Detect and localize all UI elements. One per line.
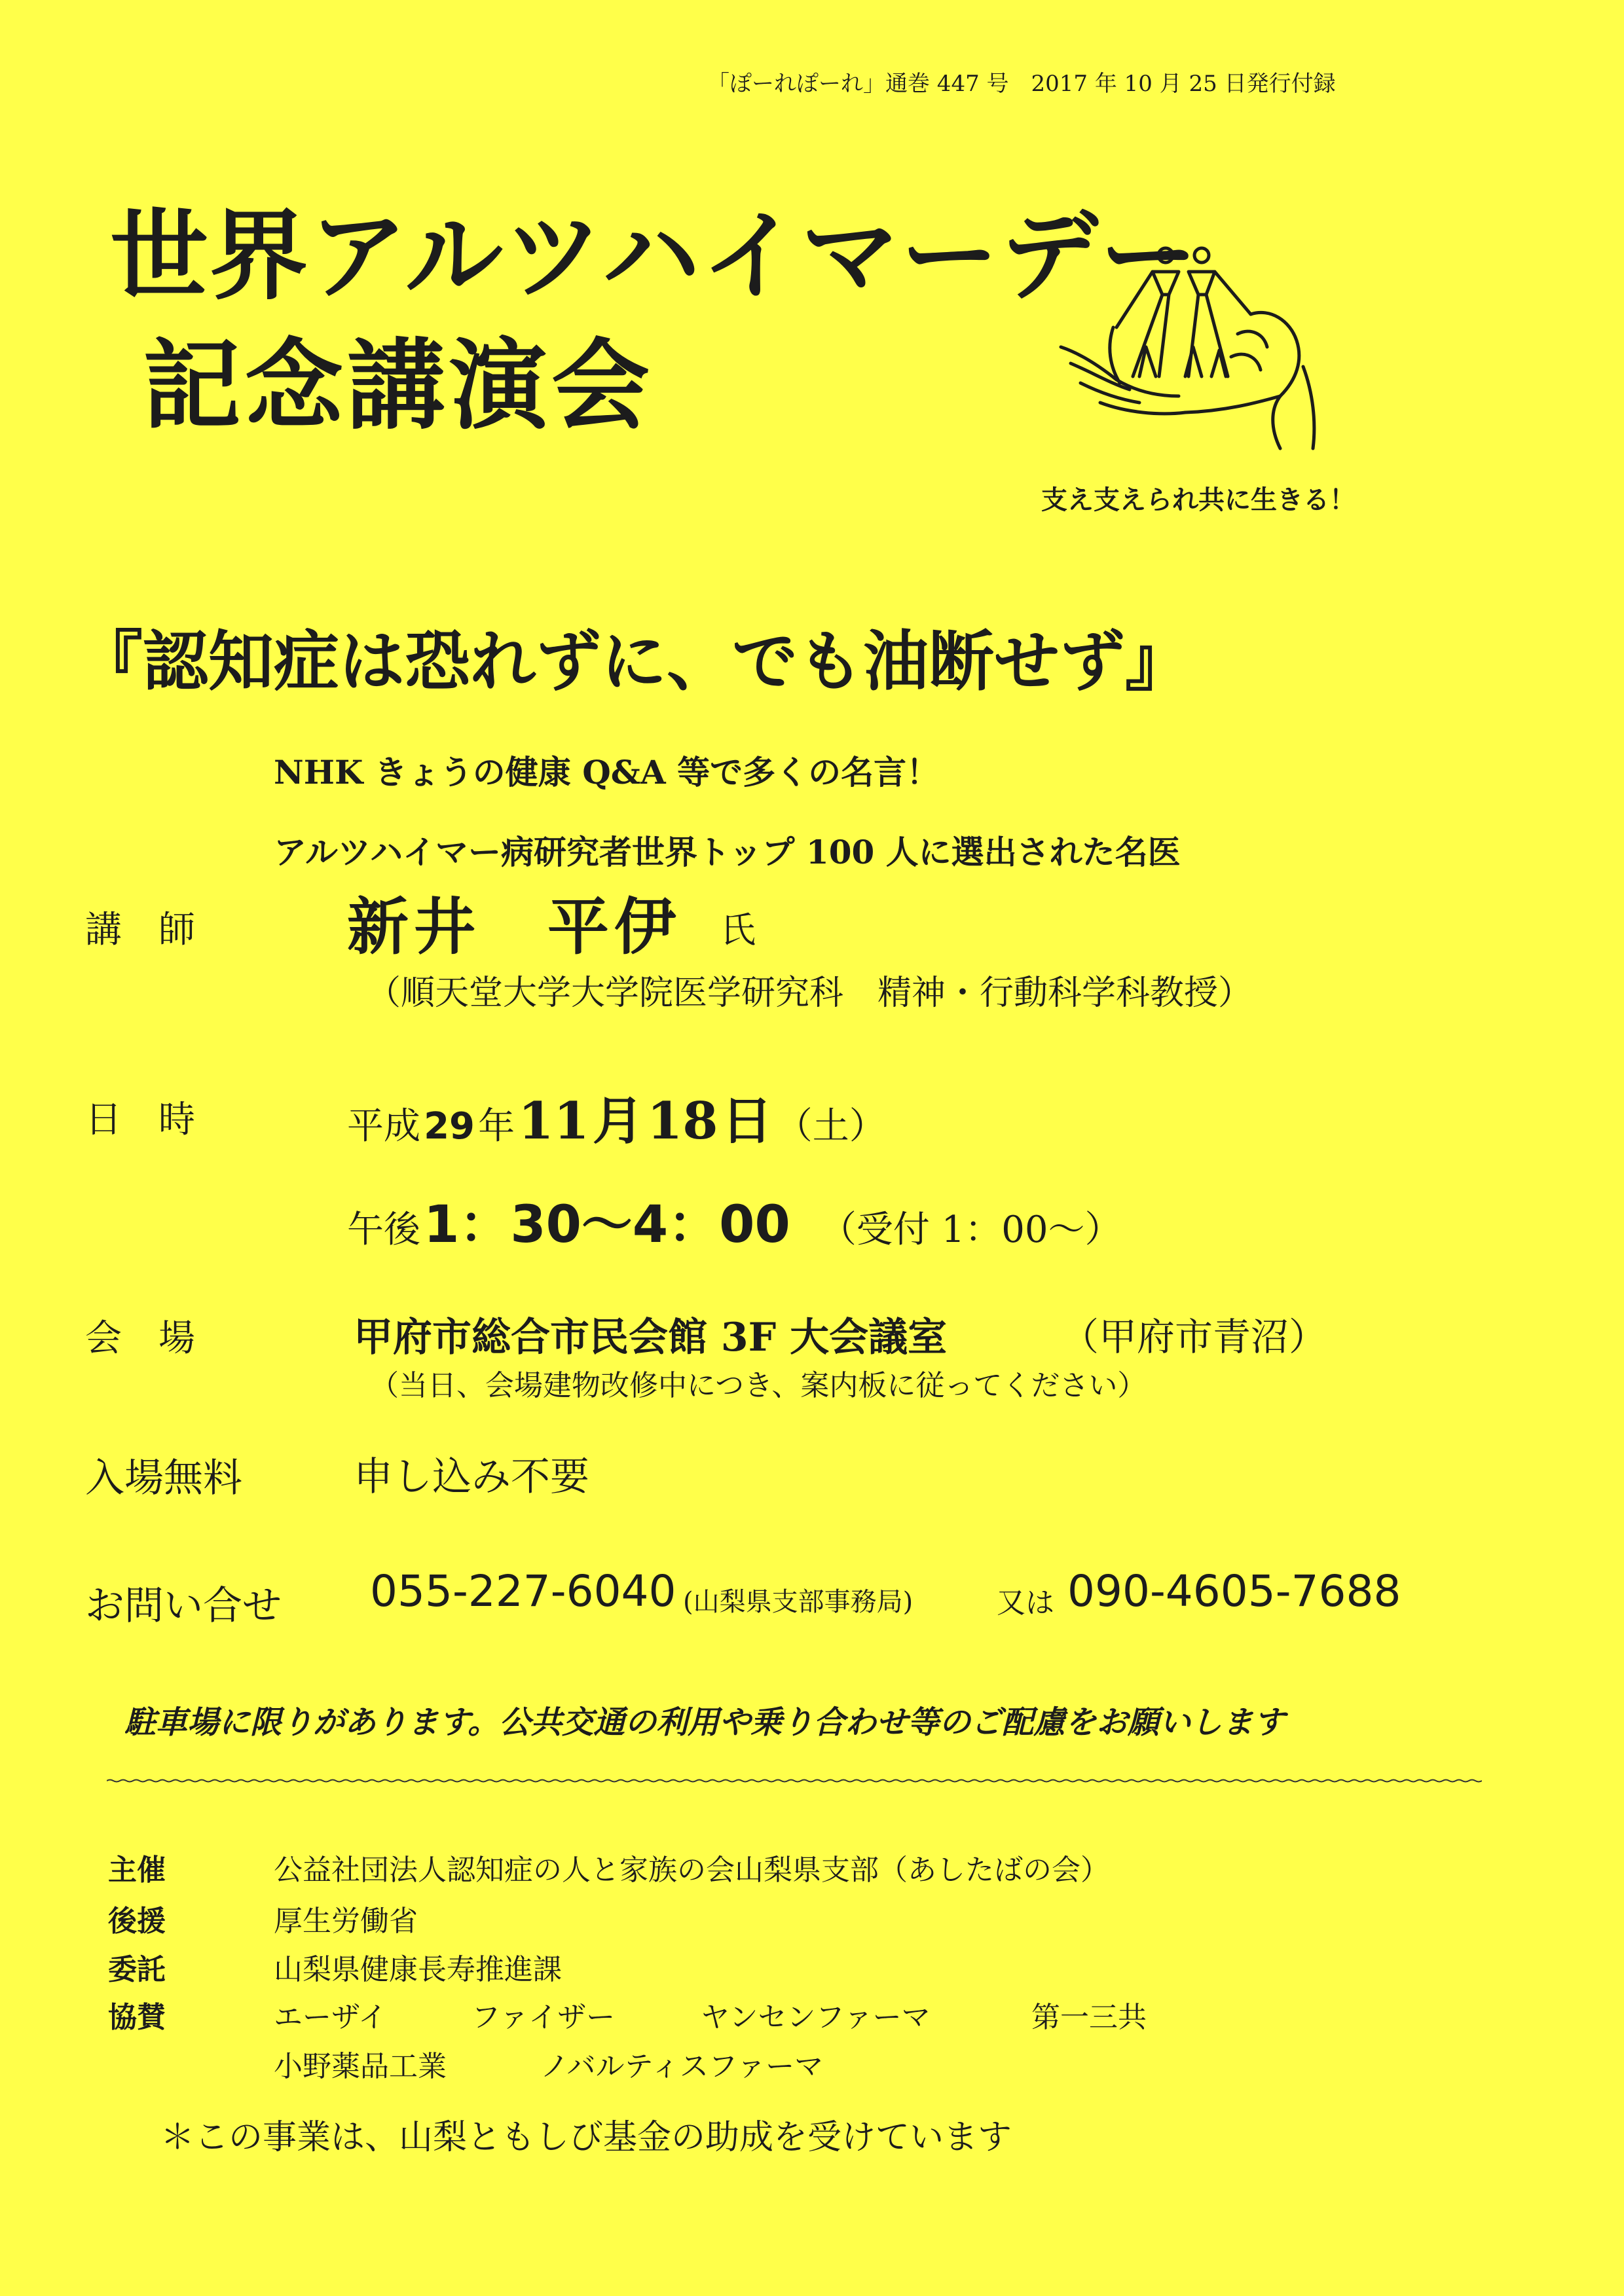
datetime-label: 日 時 (85, 1099, 195, 1141)
speaker-affiliation: （順天堂大学大学院医学研究科 精神・行動科学科教授） (367, 974, 1253, 1013)
time-range: 1：30〜4：00 (424, 1195, 790, 1254)
sponsor-item: 第一三共 (1031, 2001, 1147, 2034)
issue-note: 「ぽーれぽーれ」通巻 447 号 2017 年 10 月 25 日発行付録 (707, 71, 1336, 97)
venue-name: 甲府市総合市民会館 3F 大会議室 (354, 1315, 948, 1360)
date-year: 29 (424, 1105, 475, 1148)
funding-footnote: ＊この事業は、山梨ともしび基金の助成を受けています (160, 2118, 1012, 2157)
time-prefix: 午後 (347, 1209, 420, 1251)
venue-label: 会 場 (85, 1317, 195, 1360)
sponsor-item: エーザイ (274, 2001, 387, 2034)
admission-text: 申し込み不要 (354, 1454, 589, 1500)
title-line-1: 世界アルツハイマーデー (110, 200, 1200, 314)
date-day-suffix: 日 (721, 1091, 773, 1151)
title-line-2: 記念講演会 (143, 329, 654, 443)
hands-holding-people-icon (1054, 236, 1329, 452)
commission-label: 委託 (108, 1953, 166, 1986)
contact-phone-office: 055-227-6040 (370, 1566, 676, 1616)
sponsor-item: ノバルティスファーマ (540, 2050, 824, 2083)
contact-phone-mobile: 090-4605-7688 (1067, 1566, 1401, 1616)
date-month: 11 (518, 1091, 589, 1151)
organizer-label: 主催 (108, 1853, 166, 1887)
reception-time: （受付 1：00〜） (819, 1209, 1122, 1251)
sponsor-item: ファイザー (471, 2001, 616, 2034)
speaker-honorific: 氏 (720, 909, 756, 951)
sponsor-item: ヤンセンファーマ (701, 2001, 931, 2034)
date-era: 平成 (347, 1105, 420, 1148)
subtitle-top100: アルツハイマー病研究者世界トップ 100 人に選出された名医 (274, 833, 1181, 871)
parking-note: 駐車場に限りがあります。公共交通の利用や乗り合わせ等のご配慮をお願いします (124, 1704, 1285, 1741)
contact-label: お問い合せ (85, 1583, 282, 1629)
venue-area: （甲府市青沼） (1061, 1315, 1327, 1359)
admission-label: 入場無料 (85, 1455, 242, 1501)
slogan: 支え支えられ共に生きる！ (1041, 485, 1356, 515)
venue-note: （当日、会場建物改修中につき、案内板に従ってください） (370, 1369, 1147, 1402)
divider-line (107, 1777, 1482, 1784)
speaker-label: 講 師 (85, 909, 195, 951)
date-year-suffix: 年 (478, 1105, 515, 1148)
contact-office-name: (山梨県支部事務局) (683, 1587, 913, 1617)
supporter-name: 厚生労働省 (274, 1904, 418, 1938)
date-month-suffix: 月 (592, 1091, 644, 1151)
sponsor-item: 小野薬品工業 (274, 2050, 447, 2083)
event-time (347, 1184, 1122, 1257)
date-weekday: （土） (775, 1105, 886, 1148)
supporter-label: 後援 (108, 1904, 166, 1938)
contact-or: 又は (997, 1586, 1054, 1620)
event-date (347, 1080, 886, 1154)
subtitle-nhk: NHK きょうの健康 Q&A 等で多くの名言！ (274, 753, 940, 792)
speaker-name: 新井 平伊 (347, 891, 682, 963)
commission-name: 山梨県健康長寿推進課 (274, 1953, 562, 1986)
date-day: 18 (646, 1091, 718, 1151)
sponsors-label: 協賛 (108, 2001, 166, 2034)
main-heading: 『認知症は恐れずに、でも油断せず』 (77, 623, 1190, 700)
organizer-name: 公益社団法人認知症の人と家族の会山梨県支部（あしたばの会） (274, 1853, 1109, 1887)
